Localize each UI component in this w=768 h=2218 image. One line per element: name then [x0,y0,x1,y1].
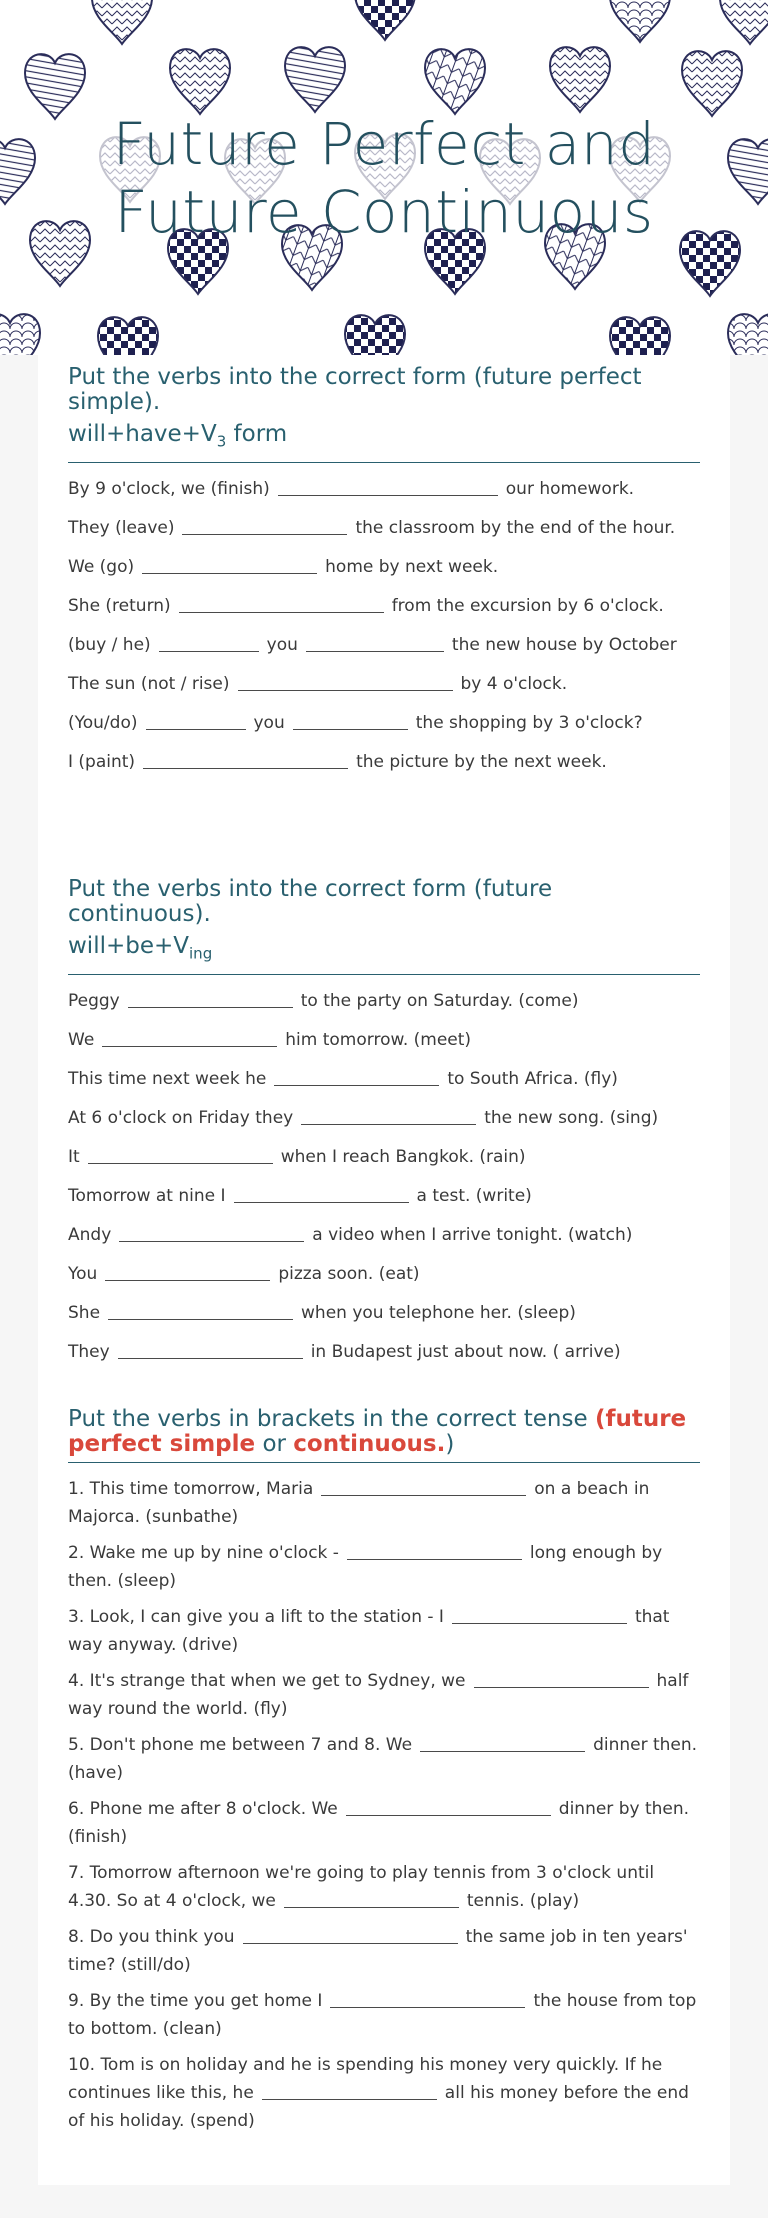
item-text: from the excursion by 6 o'clock. [391,595,664,616]
section-future-perfect [68,365,700,787]
formula-subscript: 3 [216,432,227,451]
answer-blank[interactable] [159,632,259,652]
item-text: to South Africa. (fly) [447,1068,618,1089]
divider [68,462,700,463]
heading-emphasis: (future perfect simple [68,1406,687,1457]
item-text: I (paint) [68,751,136,772]
item-text: 1. This time tomorrow, Maria [68,1479,314,1499]
exercise-item [68,1731,700,1787]
worksheet [38,355,730,2185]
answer-blank[interactable] [274,1066,439,1086]
item-text: you [253,712,285,733]
item-text: in Budapest just about now. ( arrive) [310,1341,621,1362]
item-text: to the party on Saturday. (come) [300,990,579,1011]
item-text: tennis. (play) [466,1891,580,1911]
exercise-item [68,1182,700,1210]
exercise-item [68,1667,700,1723]
item-text: 9. By the time you get home I [68,1991,323,2011]
answer-blank[interactable] [182,515,347,535]
item-text: Peggy [68,990,120,1011]
item-text: the new song. (sing) [484,1107,659,1128]
item-text: They [68,1341,110,1362]
section-heading: Put the verbs into the correct form (future continuous). [68,876,553,927]
exercise-item [68,2051,700,2135]
item-text: She (return) [68,595,171,616]
item-text: (buy / he) [68,634,151,655]
section-mixed-tense [68,1407,700,2143]
answer-blank[interactable] [119,1222,304,1242]
item-text: that way anyway. (drive) [68,1607,670,1655]
item-text: By 9 o'clock, we (finish) [68,478,270,499]
item-text: At 6 o'clock on Friday they [68,1107,294,1128]
section-future-continuous [68,877,700,1377]
answer-blank[interactable] [306,632,444,652]
exercise-item [68,1859,700,1915]
item-text: dinner by then. (finish) [68,1799,690,1847]
exercise-item [68,1987,700,2043]
formula-main: will+have+V [68,421,217,447]
answer-blank[interactable] [262,2080,437,2100]
exercise-item [68,1923,700,1979]
item-text: the house from top to bottom. (clean) [68,1991,697,2039]
item-text: 3. Look, I can give you a lift to the station - I [68,1607,444,1627]
page-title [0,110,768,246]
exercise-item [68,987,700,1015]
answer-blank[interactable] [108,1300,293,1320]
item-text: 8. Do you think you [68,1927,235,1947]
answer-blank[interactable] [118,1339,303,1359]
answer-blank[interactable] [346,1796,551,1816]
answer-blank[interactable] [105,1261,270,1281]
exercise-item [68,709,700,737]
title-line-2: Future Continuous [114,178,654,246]
divider [68,974,700,975]
answer-blank[interactable] [128,988,293,1008]
exercise-item [68,1539,700,1595]
answer-blank[interactable] [88,1144,273,1164]
item-text: home by next week. [325,556,499,577]
item-text: They (leave) [68,517,175,538]
exercise-item [68,1603,700,1659]
item-text: Tomorrow at nine I [68,1185,226,1206]
answer-blank[interactable] [420,1732,585,1752]
answer-blank[interactable] [330,1988,525,2008]
exercise-item [68,1299,700,1327]
exercise-item [68,670,700,698]
item-text: 2. Wake me up by nine o'clock - [68,1543,339,1563]
exercise-item [68,1260,700,1288]
item-text: a test. (write) [416,1185,532,1206]
item-text: half way round the world. (fly) [68,1671,689,1719]
exercise-item [68,553,700,581]
answer-blank[interactable] [452,1604,627,1624]
item-text: 5. Don't phone me between 7 and 8. We [68,1735,413,1755]
exercise-item [68,1104,700,1132]
item-text: 10. Tom is on holiday and he is spending his money very quickly. If he continues like this, he [68,2055,663,2103]
item-text: on a beach in Majorca. (sunbathe) [68,1479,650,1527]
answer-blank[interactable] [234,1183,409,1203]
item-text: the picture by the next week. [356,751,607,772]
item-text: 7. Tomorrow afternoon we're going to play tennis from 3 o'clock until 4.30. So at 4 o'clock, we [68,1863,655,1911]
formula [68,419,700,457]
section-heading: Put the verbs into the correct form (future perfect simple). [68,364,642,415]
item-text: She [68,1302,101,1323]
answer-blank[interactable] [146,710,246,730]
answer-blank[interactable] [347,1540,522,1560]
item-text: It [68,1146,80,1167]
item-text: the classroom by the end of the hour. [355,517,676,538]
answer-blank[interactable] [301,1105,476,1125]
item-text: when you telephone her. (sleep) [301,1302,576,1323]
item-text: you [266,634,298,655]
exercise-item [68,1338,700,1366]
item-text: We [68,1029,95,1050]
answer-blank[interactable] [293,710,408,730]
exercise-item [68,631,700,659]
exercise-item [68,1143,700,1171]
answer-blank[interactable] [243,1924,458,1944]
section-heading [68,1407,700,1457]
exercise-item [68,592,700,620]
item-text: (You/do) [68,712,138,733]
item-text: a video when I arrive tonight. (watch) [312,1224,633,1245]
exercise-item [68,514,700,542]
heading-emphasis: continuous. [293,1431,446,1457]
answer-blank[interactable] [142,554,317,574]
item-text: 4. It's strange that when we get to Sydney, we [68,1671,466,1691]
heading-text: Put the verbs in brackets in the correct tense [68,1406,595,1432]
exercise-item [68,748,700,776]
answer-blank[interactable] [179,593,384,613]
exercise-item [68,1475,700,1531]
item-text: 6. Phone me after 8 o'clock. We [68,1799,338,1819]
exercise-item [68,1795,700,1851]
item-text: This time next week he [68,1068,267,1089]
item-text: all his money before the end of his holiday. (spend) [68,2083,689,2131]
heading-text: or [255,1431,294,1457]
item-text: You [68,1263,98,1284]
item-text: dinner then. (have) [68,1735,698,1783]
item-text: long enough by then. (sleep) [68,1543,663,1591]
answer-blank[interactable] [474,1668,649,1688]
answer-blank[interactable] [143,749,348,769]
exercise-item [68,475,700,503]
formula-main: will+be+V [68,933,190,959]
formula [68,931,700,969]
answer-blank[interactable] [238,671,453,691]
exercise-item [68,1065,700,1093]
answer-blank[interactable] [102,1027,277,1047]
item-text: by 4 o'clock. [460,673,568,694]
exercise-item [68,1026,700,1054]
formula-tail: form [226,421,288,447]
item-text: Andy [68,1224,112,1245]
exercise-item [68,1221,700,1249]
answer-blank[interactable] [278,476,498,496]
heading-text: ) [445,1431,455,1457]
header-banner [0,0,768,355]
item-text: the shopping by 3 o'clock? [415,712,643,733]
title-line-1: Future Perfect and [112,110,656,178]
item-text: pizza soon. (eat) [278,1263,420,1284]
formula-subscript: ing [189,944,213,963]
item-text: when I reach Bangkok. (rain) [280,1146,526,1167]
item-text: We (go) [68,556,135,577]
item-text: the same job in ten years' time? (still/do) [68,1927,688,1975]
item-text: The sun (not / rise) [68,673,230,694]
answer-blank[interactable] [321,1476,526,1496]
item-text: the new house by October [451,634,677,655]
answer-blank[interactable] [284,1888,459,1908]
divider [68,1462,700,1463]
item-text: our homework. [505,478,635,499]
item-text: him tomorrow. (meet) [285,1029,472,1050]
